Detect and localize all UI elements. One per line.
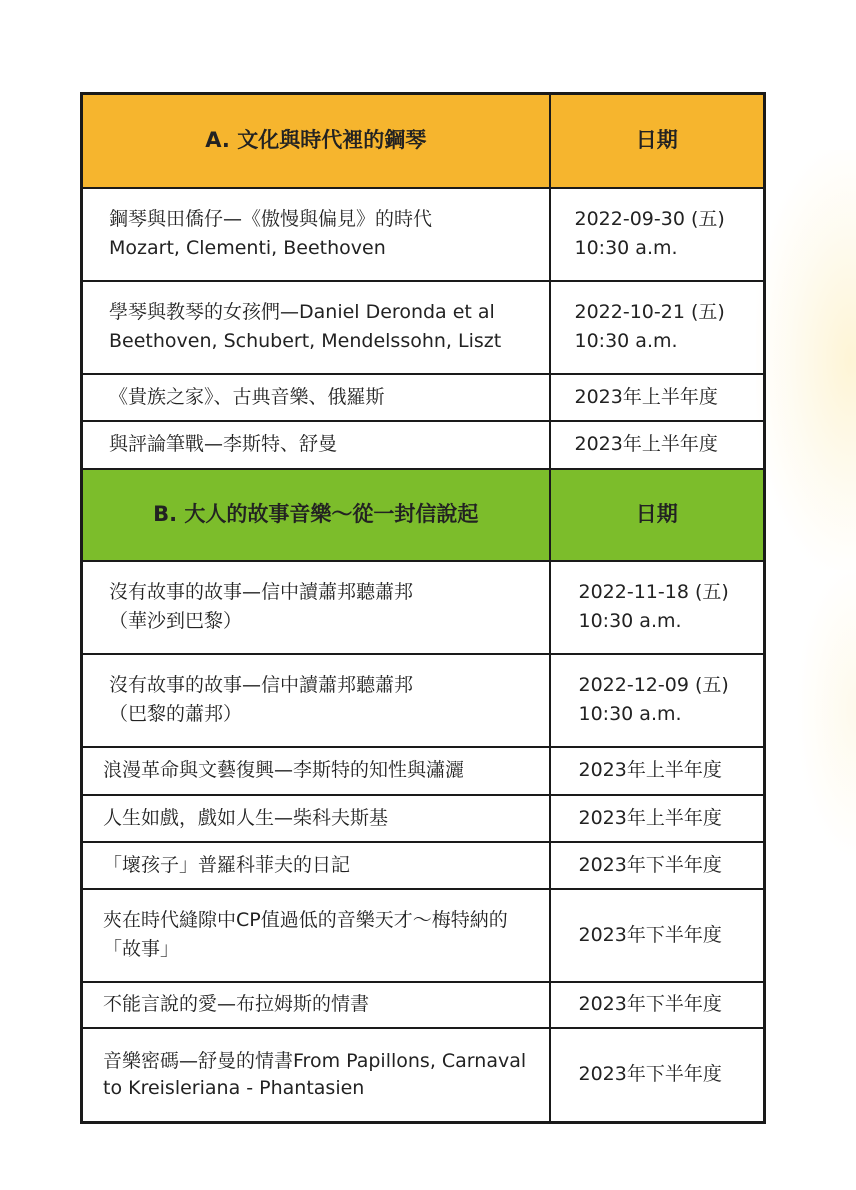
table-row — [82, 561, 765, 654]
section-a-date-header: 日期 — [550, 94, 765, 188]
lecture-date: 2022-09-30 (五) 10:30 a.m. — [550, 188, 765, 281]
lecture-title: 夾在時代縫隙中CP值過低的音樂天才～梅特納的 「故事」 — [82, 889, 550, 982]
background-glow — [796, 560, 856, 860]
table-row — [82, 795, 765, 842]
table-row — [82, 188, 765, 281]
lecture-title: 沒有故事的故事—信中讀蕭邦聽蕭邦 （巴黎的蕭邦） — [82, 654, 550, 747]
background-glow — [756, 150, 856, 570]
lecture-title: 音樂密碼—舒曼的情書From Papillons, Carnaval to Kreisleriana - Phantasien — [82, 1028, 550, 1123]
lecture-date: 2023年上半年度 — [550, 795, 765, 842]
table-row — [82, 747, 765, 795]
lecture-title: 不能言說的愛—布拉姆斯的情書 — [82, 982, 550, 1028]
lecture-title: 鋼琴與田僑仔—《傲慢與偏見》的時代 Mozart, Clementi, Beethoven — [82, 188, 550, 281]
lecture-title: 沒有故事的故事—信中讀蕭邦聽蕭邦 （華沙到巴黎） — [82, 561, 550, 654]
table-row — [82, 982, 765, 1028]
lecture-date: 2023年上半年度 — [550, 374, 765, 421]
lecture-date: 2023年下半年度 — [550, 1028, 765, 1123]
section-a-header-row — [82, 94, 765, 188]
table-row — [82, 374, 765, 421]
section-b-header-row — [82, 469, 765, 561]
lecture-date: 2023年下半年度 — [550, 889, 765, 982]
table-row — [82, 654, 765, 747]
table-row — [82, 1028, 765, 1123]
lecture-date: 2022-10-21 (五) 10:30 a.m. — [550, 281, 765, 374]
lecture-title: 「壞孩子」普羅科菲夫的日記 — [82, 842, 550, 889]
table-row — [82, 281, 765, 374]
schedule-table — [80, 92, 766, 1124]
lecture-title: 學琴與教琴的女孩們—Daniel Deronda et al Beethoven, Schubert, Mendelssohn, Liszt — [82, 281, 550, 374]
lecture-date: 2022-11-18 (五) 10:30 a.m. — [550, 561, 765, 654]
table-row — [82, 842, 765, 889]
table-row — [82, 889, 765, 982]
lecture-date: 2023年上半年度 — [550, 747, 765, 795]
lecture-title: 浪漫革命與文藝復興—李斯特的知性與瀟灑 — [82, 747, 550, 795]
section-b-date-header: 日期 — [550, 469, 765, 561]
lecture-date: 2023年下半年度 — [550, 982, 765, 1028]
lecture-title: 人生如戲，戲如人生—柴科夫斯基 — [82, 795, 550, 842]
lecture-date: 2023年下半年度 — [550, 842, 765, 889]
lecture-title: 與評論筆戰—李斯特、舒曼 — [82, 421, 550, 469]
section-a-title: A. 文化與時代裡的鋼琴 — [82, 94, 550, 188]
table-row — [82, 421, 765, 469]
lecture-date: 2023年上半年度 — [550, 421, 765, 469]
lecture-title: 《貴族之家》、古典音樂、俄羅斯 — [82, 374, 550, 421]
lecture-date: 2022-12-09 (五) 10:30 a.m. — [550, 654, 765, 747]
section-b-title: B. 大人的故事音樂～從一封信說起 — [82, 469, 550, 561]
